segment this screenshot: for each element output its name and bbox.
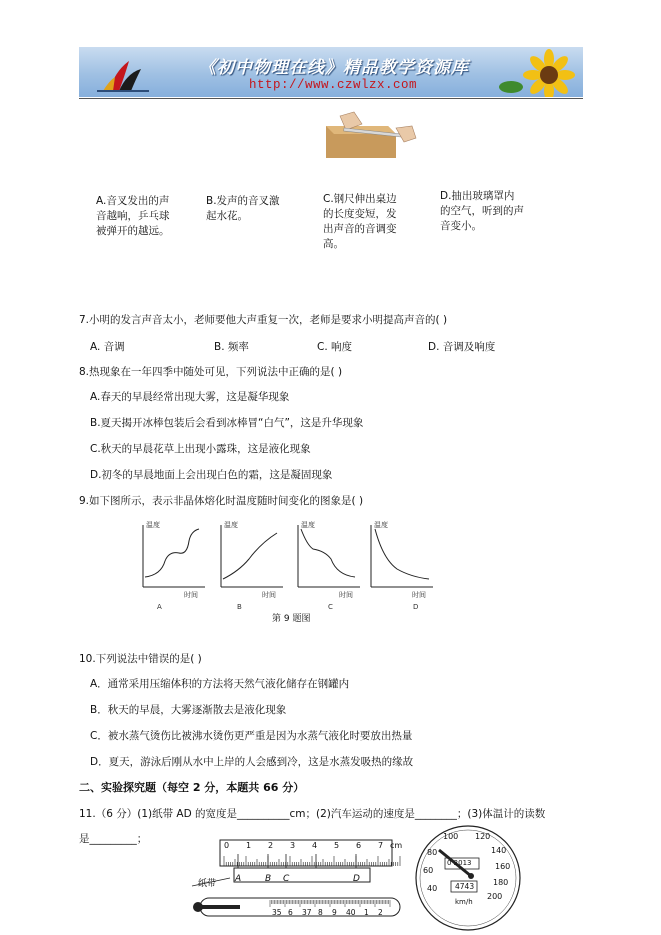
q9-graph-b-xlabel: 时间 — [262, 591, 276, 599]
q9-graph-d-xlabel: 时间 — [412, 591, 426, 599]
q11-line2: 是_________； — [79, 833, 148, 845]
speedo-tick-label: 180 — [493, 878, 509, 887]
ruler-tick-label: 2 — [268, 841, 274, 850]
q9-graph-d-ylabel: 温度 — [374, 521, 388, 529]
q8-stem: 8.热现象在一年四季中随处可见，下列说法中正确的是( ) — [79, 366, 343, 378]
tape-point-d: D — [353, 874, 360, 884]
speedo-tick-label: 160 — [495, 862, 511, 871]
q7-option-a: A. 音调 — [90, 341, 125, 353]
q10-option-d: D．夏天，游泳后刚从水中上岸的人会感到冷，这是水蒸发吸热的缘故 — [90, 756, 414, 768]
q7-option-c: C. 响度 — [317, 341, 353, 353]
q8-option-a: A.春天的早晨经常出现大雾，这是凝华现象 — [90, 391, 290, 403]
q9-graph-c-xlabel: 时间 — [339, 591, 353, 599]
thermo-tick-label: 9 — [332, 908, 337, 917]
q9-graph-c — [298, 525, 360, 587]
q9-stem: 9.如下图所示，表示非晶体熔化时温度随时间变化的图象是( ) — [79, 495, 364, 507]
speedo-tick-label: 40 — [427, 884, 438, 893]
speedo-tick-label: 100 — [443, 832, 459, 841]
header-banner — [79, 47, 583, 97]
q6-option-a: A.音叉发出的声音越响，乒乓球被弹开的越远。 — [96, 195, 170, 237]
speedo-tick-label: 120 — [475, 832, 491, 841]
ruler-tick-label: 6 — [356, 841, 362, 850]
thermo-tick-label: 40 — [346, 908, 356, 917]
thermo-tick-label: 2 — [378, 908, 383, 917]
q9-graph-b-ylabel: 温度 — [224, 521, 238, 529]
q9-graphs-figure — [135, 515, 435, 625]
q9-caption: 第 9 题图 — [272, 614, 311, 624]
q10-option-b: B．秋天的早晨，大雾逐渐散去是液化现象 — [90, 704, 287, 716]
q10-stem: 10.下列说法中错误的是( ) — [79, 653, 202, 665]
speedo-tick-label: 140 — [491, 846, 507, 855]
q6-option-b: B.发声的音叉激起水花。 — [206, 195, 280, 222]
odometer-top: 0 2013 — [447, 859, 472, 867]
thermo-tick-labels — [272, 908, 392, 918]
thermo-tick-label: 35 — [272, 908, 282, 917]
speedo-tick-label: 60 — [423, 866, 434, 875]
q9-graph-d-label: D — [413, 603, 419, 611]
section-heading: 二、实验探究题（每空 2 分，本题共 66 分） — [79, 781, 305, 794]
ruler-tick-label: 4 — [312, 841, 318, 850]
speedometer-labels — [413, 820, 523, 932]
q8-option-d: D.初冬的早晨地面上会出现白色的霜，这是凝固现象 — [90, 469, 333, 481]
tape-point-a: A — [235, 874, 242, 884]
q9-graph-d — [371, 525, 433, 587]
speedo-tick-label: 200 — [487, 892, 503, 901]
q9-graph-b — [221, 525, 283, 587]
tape-points — [235, 874, 395, 886]
q9-graph-a-xlabel: 时间 — [184, 591, 198, 599]
q9-graph-a — [143, 525, 205, 587]
tape-label: 纸带 — [198, 879, 217, 889]
odometer-bottom: 4743 — [455, 882, 475, 891]
ruler-unit: cm — [390, 841, 403, 850]
banner-url[interactable]: http://www.czwlzx.com — [249, 78, 418, 92]
sunflower-icon — [497, 47, 583, 97]
ruler-tick-label: 5 — [334, 841, 340, 850]
ruler-tick-label: 1 — [246, 841, 252, 850]
banner-title: 《初中物理在线》精品教学资源库 — [199, 58, 469, 78]
q8-option-b: B.夏天揭开冰棒包装后会看到冰棒冒“白气”，这是升华现象 — [90, 417, 364, 429]
q9-graph-a-ylabel: 温度 — [146, 521, 160, 529]
q7-option-b: B. 频率 — [214, 341, 249, 353]
q9-graph-c-ylabel: 温度 — [301, 521, 315, 529]
q10-option-c: C．被水蒸气烫伤比被沸水烫伤更严重是因为水蒸气液化时要放出热量 — [90, 730, 413, 742]
q11-line1: 11.（6 分）(1)纸带 AD 的宽度是__________cm；(2)汽车运动的速度是________；(3)体温计的读数 — [79, 808, 546, 820]
q8-option-c: C.秋天的早晨花草上出现小露珠，这是液化现象 — [90, 443, 311, 455]
header-rule — [79, 98, 583, 99]
q6-option-d: D.抽出玻璃罩内的空气，听到的声音变小。 — [440, 190, 524, 232]
q7-stem: 7.小明的发言声音太小，老师要他大声重复一次，老师是要求小明提高声音的( ) — [79, 314, 448, 326]
speedo-tick-label: 80 — [427, 848, 438, 857]
thermo-tick-label: 1 — [364, 908, 369, 917]
thermo-tick-label: 8 — [318, 908, 323, 917]
tape-point-b: B — [265, 874, 272, 884]
ruler-tick-label: 3 — [290, 841, 296, 850]
q6-option-c: C.钢尺伸出桌边的长度变短，发出声音的音调变高。 — [323, 193, 397, 250]
thermo-tick-label: 6 — [288, 908, 293, 917]
q9-graph-b-label: B — [237, 603, 242, 611]
thermo-tick-label: 37 — [302, 908, 312, 917]
ruler-tick-label: 7 — [378, 841, 384, 850]
ruler-tick-labels — [222, 841, 403, 853]
speedo-unit: km/h — [455, 898, 473, 906]
q7-option-d: D. 音调及响度 — [428, 341, 496, 353]
q9-graph-c-label: C — [328, 603, 333, 611]
ruler-on-table-image — [326, 108, 418, 158]
tape-point-c: C — [283, 874, 290, 884]
q9-graph-a-label: A — [157, 603, 162, 611]
q10-option-a: A．通常采用压缩体积的方法将天然气液化储存在钢罐内 — [90, 678, 350, 690]
ruler-tick-label: 0 — [224, 841, 230, 850]
